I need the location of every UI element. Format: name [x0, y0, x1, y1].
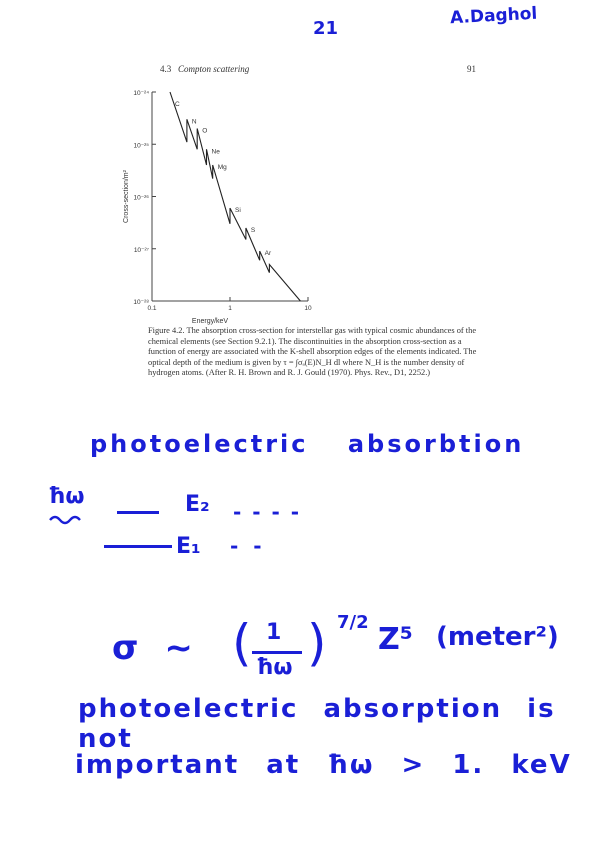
edge-label: S — [250, 226, 256, 234]
edge-label: Si — [235, 207, 241, 215]
y-tick-label: 10⁻²⁴ — [133, 90, 149, 97]
formula-open-paren: ( — [232, 614, 252, 672]
formula-unit: (meter²) — [436, 622, 559, 652]
figure-caption-text: The absorption cross-section for interstellar gas with typical cosmic abundances of the chemical elements (see Section 9.2.1). The discontinuities in the absorption cross-section as a function of energy are associated with the K-shell absorption edges of the elements indicated. The optical depth of the medium is given by τ = ∫σₐ(E)N_H dl where N_H is the number density of hydrogen atoms. (After R. H. Brown and R. J. Gould (1970). Phys. Rev., D1, 2252.) — [148, 326, 477, 378]
author-annotation: A.Daghol — [449, 3, 538, 29]
cross-section-series-line — [170, 92, 300, 301]
formula-denominator: ħω — [256, 655, 293, 680]
book-page-number: 91 — [467, 64, 476, 74]
photon-wavy-line — [48, 512, 82, 531]
formula-exponent: 7/2 — [337, 612, 369, 633]
cross-section-chart — [100, 82, 320, 330]
y-tick-label: 10⁻²⁶ — [133, 194, 149, 202]
energy-level-e2-dots: - - - - — [233, 500, 302, 524]
x-axis-label: Energy/keV — [191, 318, 229, 325]
y-tick-label: 10⁻²⁵ — [133, 142, 149, 150]
page-number-annotation: 21 — [313, 18, 339, 39]
hw-label: ħω — [48, 484, 85, 509]
edge-label: Ne — [211, 148, 220, 156]
edge-label: Mg — [217, 164, 227, 172]
formula-sigma: σ ~ — [112, 628, 193, 668]
edge-label: O — [202, 127, 208, 135]
edge-label: C — [174, 101, 180, 108]
formula-numerator: 1 — [266, 620, 282, 645]
y-tick-label: 10⁻²⁸ — [133, 299, 149, 306]
x-tick-label: 1 — [228, 305, 232, 312]
y-tick-label: 10⁻²⁷ — [133, 246, 149, 254]
energy-level-e2-line — [117, 511, 159, 514]
energy-level-e2-label: E₂ — [185, 492, 210, 517]
edge-label: N — [191, 118, 197, 126]
section-title: Compton scattering — [178, 64, 250, 74]
conclusion-line-2: important at ħω > 1. keV — [75, 750, 572, 780]
conclusion-line-1: photoelectric absorption is not — [78, 694, 556, 754]
formula-close-paren: ) — [307, 614, 327, 672]
energy-level-e1-line — [104, 545, 172, 548]
figure-caption — [148, 326, 478, 379]
y-axis-label: Cross-section/m² — [123, 170, 130, 223]
formula-fraction-bar — [252, 651, 302, 654]
formula-z: Z⁵ — [378, 622, 413, 657]
x-tick-label: 10 — [304, 305, 312, 312]
edge-label: Ar — [264, 250, 272, 258]
energy-level-e1-dots: - - — [230, 534, 266, 558]
figure-label: Figure 4.2. — [148, 326, 185, 335]
notes-heading: photoelectric absorbtion — [90, 430, 525, 458]
energy-level-e1-label: E₁ — [176, 534, 201, 559]
x-tick-label: 0.1 — [147, 305, 157, 312]
section-number: 4.3 — [160, 64, 172, 74]
